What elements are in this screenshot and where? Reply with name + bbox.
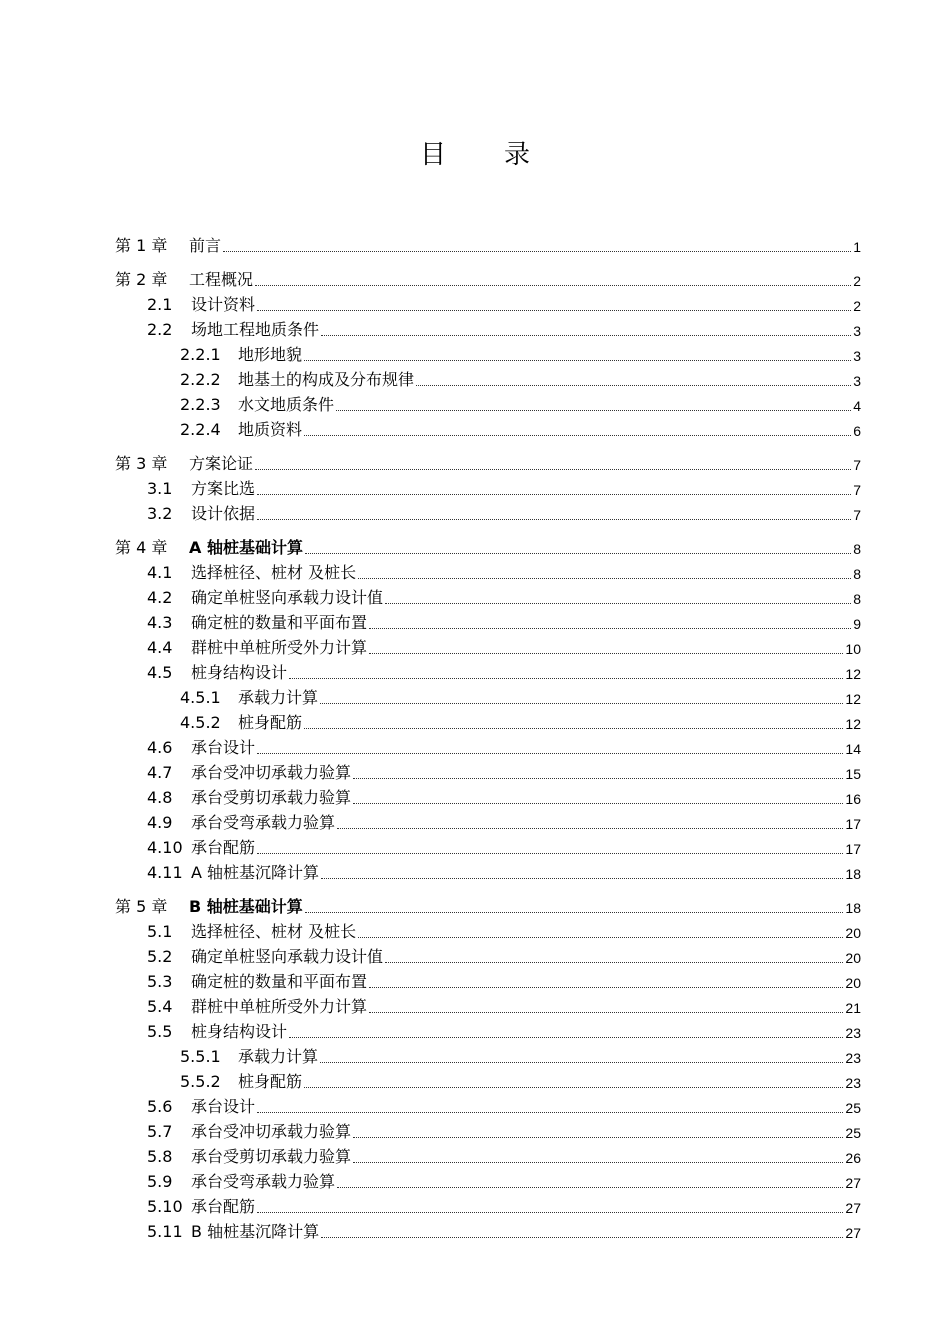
toc-entry[interactable] — [147, 1168, 861, 1192]
toc-entry[interactable] — [147, 291, 861, 315]
toc-entry[interactable] — [147, 634, 861, 658]
toc-entry-page-number: 8 — [853, 541, 861, 557]
toc-entry-label — [115, 454, 253, 474]
toc-entry[interactable] — [180, 684, 861, 708]
toc-entry-label — [180, 713, 302, 733]
toc-entry-label — [180, 395, 334, 415]
toc-entry-page-number: 8 — [853, 591, 861, 607]
toc-entry-title: 承台受冲切承载力验算 — [191, 763, 352, 782]
toc-entry[interactable] — [180, 341, 861, 365]
toc-entry-label — [147, 504, 255, 524]
toc-entry-number: 5.5.2 — [180, 1072, 221, 1091]
toc-entry-page-number: 20 — [845, 925, 861, 941]
toc-entry-label — [180, 370, 414, 390]
dot-leader — [353, 1137, 843, 1138]
toc-entry-title: 选择桩径、桩材 及桩长 — [191, 922, 357, 941]
toc-entry-page-number: 8 — [853, 566, 861, 582]
toc-entry-page-number: 23 — [845, 1050, 861, 1066]
toc-entry-label — [147, 613, 367, 633]
toc-entry-page-number: 4 — [853, 398, 861, 414]
dot-leader — [385, 603, 851, 604]
dot-leader — [321, 1237, 843, 1238]
toc-entry-title: 设计依据 — [191, 504, 256, 523]
toc-entry-number: 5.4 — [147, 997, 173, 1016]
toc-entry[interactable] — [147, 500, 861, 524]
toc-entry-page-number: 23 — [845, 1075, 861, 1091]
toc-entry-title: 工程概况 — [189, 270, 254, 289]
toc-entry-label — [147, 1197, 255, 1217]
toc-entry-number: 第 5 章 — [115, 897, 168, 916]
toc-entry-label — [147, 638, 367, 658]
toc-entry[interactable] — [147, 1218, 861, 1242]
toc-entry[interactable] — [180, 1068, 861, 1092]
dot-leader — [255, 469, 851, 470]
toc-entry-number: 2.2.1 — [180, 345, 221, 364]
toc-entry-number: 5.2 — [147, 947, 173, 966]
dot-leader — [305, 553, 851, 554]
toc-entry-page-number: 6 — [853, 423, 861, 439]
toc-entry-label — [115, 236, 221, 256]
title-char-left: 目 — [419, 140, 446, 170]
toc-entry[interactable] — [147, 809, 861, 833]
dot-leader — [353, 778, 843, 779]
toc-entry[interactable] — [147, 759, 861, 783]
dot-leader — [353, 803, 843, 804]
toc-entry-number: 2.2.4 — [180, 420, 221, 439]
toc-entry-page-number: 1 — [853, 239, 861, 255]
dot-leader — [289, 678, 843, 679]
toc-entry-page-number: 15 — [845, 766, 861, 782]
toc-entry-label — [147, 1022, 287, 1042]
toc-entry-label — [115, 538, 303, 558]
toc-entry-label — [147, 479, 255, 499]
toc-entry[interactable] — [147, 734, 861, 758]
dot-leader — [320, 1062, 843, 1063]
toc-entry-title: 确定桩的数量和平面布置 — [191, 613, 368, 632]
title-char-right: 录 — [504, 140, 531, 170]
toc-entry-number: 3.2 — [147, 504, 173, 523]
toc-entry-title: 方案比选 — [191, 479, 256, 498]
toc-entry-label — [147, 838, 255, 858]
toc-entry-title: 承台受弯承载力验算 — [191, 813, 336, 832]
toc-entry-label — [180, 688, 318, 708]
dot-leader — [353, 1162, 843, 1163]
toc-entry-title: 设计资料 — [191, 295, 256, 314]
toc-entry-title: 场地工程地质条件 — [191, 320, 320, 339]
toc-entry-label — [180, 1047, 318, 1067]
toc-entry[interactable] — [115, 534, 861, 558]
toc-entry-page-number: 16 — [845, 791, 861, 807]
toc-entry-title: 确定单桩竖向承载力设计值 — [191, 588, 384, 607]
toc-entry-label — [147, 997, 367, 1017]
toc-entry[interactable] — [147, 475, 861, 499]
toc-entry-label — [147, 738, 255, 758]
toc-entry-page-number: 12 — [845, 716, 861, 732]
toc-entry-number: 5.11 — [147, 1222, 183, 1241]
toc-entry[interactable] — [147, 559, 861, 583]
toc-entry-label — [147, 588, 383, 608]
dot-leader — [257, 1112, 843, 1113]
toc-entry-title: 承载力计算 — [238, 688, 319, 707]
toc-entry-page-number: 10 — [845, 641, 861, 657]
toc-entry[interactable] — [115, 893, 861, 917]
toc-entry-label — [147, 788, 351, 808]
toc-entry-title: 桩身配筋 — [238, 1072, 303, 1091]
toc-entry-number: 5.3 — [147, 972, 173, 991]
toc-entry-number: 5.9 — [147, 1172, 173, 1191]
toc-entry-title: A 轴桩基础计算 — [189, 538, 303, 557]
toc-entry-page-number: 23 — [845, 1025, 861, 1041]
toc-entry[interactable] — [147, 834, 861, 858]
toc-entry-label — [147, 1147, 351, 1167]
toc-entry[interactable] — [115, 266, 861, 290]
toc-entry-page-number: 20 — [845, 950, 861, 966]
dot-leader — [358, 937, 843, 938]
toc-entry-label — [115, 897, 303, 917]
dot-leader — [305, 912, 844, 913]
toc-entry-page-number: 3 — [853, 348, 861, 364]
toc-entry-number: 4.11 — [147, 863, 183, 882]
dot-leader — [304, 728, 843, 729]
toc-entry-label — [147, 813, 335, 833]
toc-entry-number: 5.5.1 — [180, 1047, 221, 1066]
toc-entry-title: 承台设计 — [191, 1097, 256, 1116]
toc-entry[interactable] — [147, 609, 861, 633]
toc-entry[interactable] — [115, 232, 861, 256]
toc-entry-title: B 轴桩基沉降计算 — [191, 1222, 320, 1241]
toc-entry[interactable] — [147, 784, 861, 808]
toc-entry[interactable] — [147, 316, 861, 340]
toc-entry-number: 4.10 — [147, 838, 183, 857]
dot-leader — [321, 335, 851, 336]
toc-entry-label — [147, 295, 255, 315]
toc-entry-title: 方案论证 — [189, 454, 254, 473]
dot-leader — [304, 435, 851, 436]
toc-entry-number: 4.5 — [147, 663, 173, 682]
toc-entry-label — [147, 863, 319, 883]
toc-entry-title: 承台受剪切承载力验算 — [191, 788, 352, 807]
toc-entry-title: 承台配筋 — [191, 1197, 256, 1216]
toc-entry-title: 地形地貌 — [238, 345, 303, 364]
toc-entry[interactable] — [147, 943, 861, 967]
toc-entry[interactable] — [147, 584, 861, 608]
toc-entry[interactable] — [147, 1193, 861, 1217]
toc-entry-label — [147, 1097, 255, 1117]
dot-leader — [321, 878, 843, 879]
toc-entry-title: 群桩中单桩所受外力计算 — [191, 997, 368, 1016]
toc-entry-number: 4.3 — [147, 613, 173, 632]
toc-entry-number: 4.5.2 — [180, 713, 221, 732]
toc-entry-title: 群桩中单桩所受外力计算 — [191, 638, 368, 657]
toc-entry[interactable] — [115, 450, 861, 474]
toc-entry[interactable] — [147, 968, 861, 992]
toc-entry-number: 5.10 — [147, 1197, 183, 1216]
dot-leader — [304, 1087, 843, 1088]
toc-entry-title: 桩身配筋 — [238, 713, 303, 732]
toc-entry[interactable] — [147, 1118, 861, 1142]
toc-entry-number: 第 4 章 — [115, 538, 168, 557]
dot-leader — [385, 962, 843, 963]
toc-entry-number: 4.7 — [147, 763, 173, 782]
dot-leader — [223, 251, 851, 252]
toc-entry-title: 承载力计算 — [238, 1047, 319, 1066]
toc-entry-page-number: 18 — [845, 900, 861, 916]
toc-entry[interactable] — [180, 391, 861, 415]
toc-entry-number: 5.8 — [147, 1147, 173, 1166]
toc-entry[interactable] — [147, 918, 861, 942]
toc-entry-title: 确定单桩竖向承载力设计值 — [191, 947, 384, 966]
dot-leader — [257, 519, 851, 520]
dot-leader — [257, 310, 851, 311]
toc-entry[interactable] — [180, 416, 861, 440]
toc-entry-number: 4.5.1 — [180, 688, 221, 707]
dot-leader — [337, 1187, 843, 1188]
toc-entry-number: 第 2 章 — [115, 270, 168, 289]
toc-entry-title: 前言 — [189, 236, 222, 255]
toc-entry-title: 承台配筋 — [191, 838, 256, 857]
dot-leader — [257, 853, 843, 854]
toc-entry-page-number: 27 — [845, 1225, 861, 1241]
toc-entry-label — [147, 947, 383, 967]
toc-entry[interactable] — [147, 1018, 861, 1042]
toc-entry-title: 承台受剪切承载力验算 — [191, 1147, 352, 1166]
toc-entry-label — [147, 663, 287, 683]
toc-entry-label — [180, 345, 302, 365]
toc-entry-label — [180, 1072, 302, 1092]
toc-entry-number: 5.5 — [147, 1022, 173, 1041]
dot-leader — [369, 1012, 843, 1013]
toc-entry[interactable] — [147, 1093, 861, 1117]
dot-leader — [337, 828, 843, 829]
toc-entry-number: 2.2.3 — [180, 395, 221, 414]
toc-entry-page-number: 7 — [853, 482, 861, 498]
toc-entry-title: 确定桩的数量和平面布置 — [191, 972, 368, 991]
toc-entry-label — [115, 270, 253, 290]
toc-entry-page-number: 18 — [845, 866, 861, 882]
dot-leader — [358, 578, 851, 579]
toc-entry-title: 地基土的构成及分布规律 — [238, 370, 415, 389]
toc-entry-title: 桩身结构设计 — [191, 1022, 288, 1041]
dot-leader — [289, 1037, 843, 1038]
toc-entry-page-number: 20 — [845, 975, 861, 991]
toc-entry-number: 2.2.2 — [180, 370, 221, 389]
toc-entry-label — [147, 763, 351, 783]
toc-entry-number: 2.1 — [147, 295, 173, 314]
toc-entry-title: B 轴桩基础计算 — [189, 897, 303, 916]
toc-entry-number: 4.1 — [147, 563, 173, 582]
toc-entry-number: 4.4 — [147, 638, 173, 657]
toc-entry-label — [147, 1122, 351, 1142]
toc-entry-page-number: 7 — [853, 457, 861, 473]
toc-entry[interactable] — [180, 1043, 861, 1067]
toc-entry-title: 承台受弯承载力验算 — [191, 1172, 336, 1191]
toc-entry-number: 2.2 — [147, 320, 173, 339]
dot-leader — [369, 653, 843, 654]
toc-entry[interactable] — [147, 993, 861, 1017]
toc-entry[interactable] — [147, 859, 861, 883]
toc-entry-label — [147, 563, 356, 583]
toc-entry-title: 选择桩径、桩材 及桩长 — [191, 563, 357, 582]
toc-entry-number: 4.2 — [147, 588, 173, 607]
toc-entry-page-number: 25 — [845, 1100, 861, 1116]
dot-leader — [257, 494, 851, 495]
toc-entry-number: 4.6 — [147, 738, 173, 757]
toc-entry-page-number: 2 — [853, 298, 861, 314]
dot-leader — [320, 703, 843, 704]
toc-entry-page-number: 21 — [845, 1000, 861, 1016]
toc-entry-number: 第 3 章 — [115, 454, 168, 473]
toc-entry-page-number: 26 — [845, 1150, 861, 1166]
toc-entry-title: 承台受冲切承载力验算 — [191, 1122, 352, 1141]
toc-entry-label — [180, 420, 302, 440]
dot-leader — [369, 628, 851, 629]
toc-entry-number: 5.6 — [147, 1097, 173, 1116]
toc-entry-label — [147, 1222, 319, 1242]
dot-leader — [257, 753, 843, 754]
toc-entry-number: 3.1 — [147, 479, 173, 498]
toc-entry-title: 地质资料 — [238, 420, 303, 439]
dot-leader — [336, 410, 851, 411]
dot-leader — [257, 1212, 843, 1213]
toc-entry-label — [147, 1172, 335, 1192]
toc-entry-number: 5.7 — [147, 1122, 173, 1141]
toc-entry-page-number: 14 — [845, 741, 861, 757]
toc-entry-title: 水文地质条件 — [238, 395, 335, 414]
dot-leader — [255, 285, 851, 286]
toc-entry-page-number: 12 — [845, 666, 861, 682]
toc-entry-label — [147, 922, 356, 942]
dot-leader — [416, 385, 851, 386]
toc-entry-number: 第 1 章 — [115, 236, 168, 255]
toc-entry-title: 桩身结构设计 — [191, 663, 288, 682]
toc-entry[interactable] — [180, 709, 861, 733]
toc-entry[interactable] — [147, 1143, 861, 1167]
toc-entry-title: A 轴桩基沉降计算 — [191, 863, 320, 882]
toc-entry-page-number: 9 — [853, 616, 861, 632]
toc-entry-title: 承台设计 — [191, 738, 256, 757]
toc-entry-page-number: 3 — [853, 373, 861, 389]
dot-leader — [369, 987, 843, 988]
toc-entry-page-number: 27 — [845, 1200, 861, 1216]
toc-entry-page-number: 17 — [845, 841, 861, 857]
toc-entry-label — [147, 320, 319, 340]
toc-entry-page-number: 17 — [845, 816, 861, 832]
toc-entry-page-number: 3 — [853, 323, 861, 339]
toc-entry-number: 4.8 — [147, 788, 173, 807]
toc-entry-page-number: 2 — [853, 273, 861, 289]
toc-entry-page-number: 25 — [845, 1125, 861, 1141]
toc-entry-page-number: 7 — [853, 507, 861, 523]
toc-entry[interactable] — [180, 366, 861, 390]
dot-leader — [304, 360, 851, 361]
toc-entry-label — [147, 972, 367, 992]
toc-entry-page-number: 12 — [845, 691, 861, 707]
toc-entry[interactable] — [147, 659, 861, 683]
toc-entry-page-number: 27 — [845, 1175, 861, 1191]
toc-entry-number: 5.1 — [147, 922, 173, 941]
toc-entry-number: 4.9 — [147, 813, 173, 832]
